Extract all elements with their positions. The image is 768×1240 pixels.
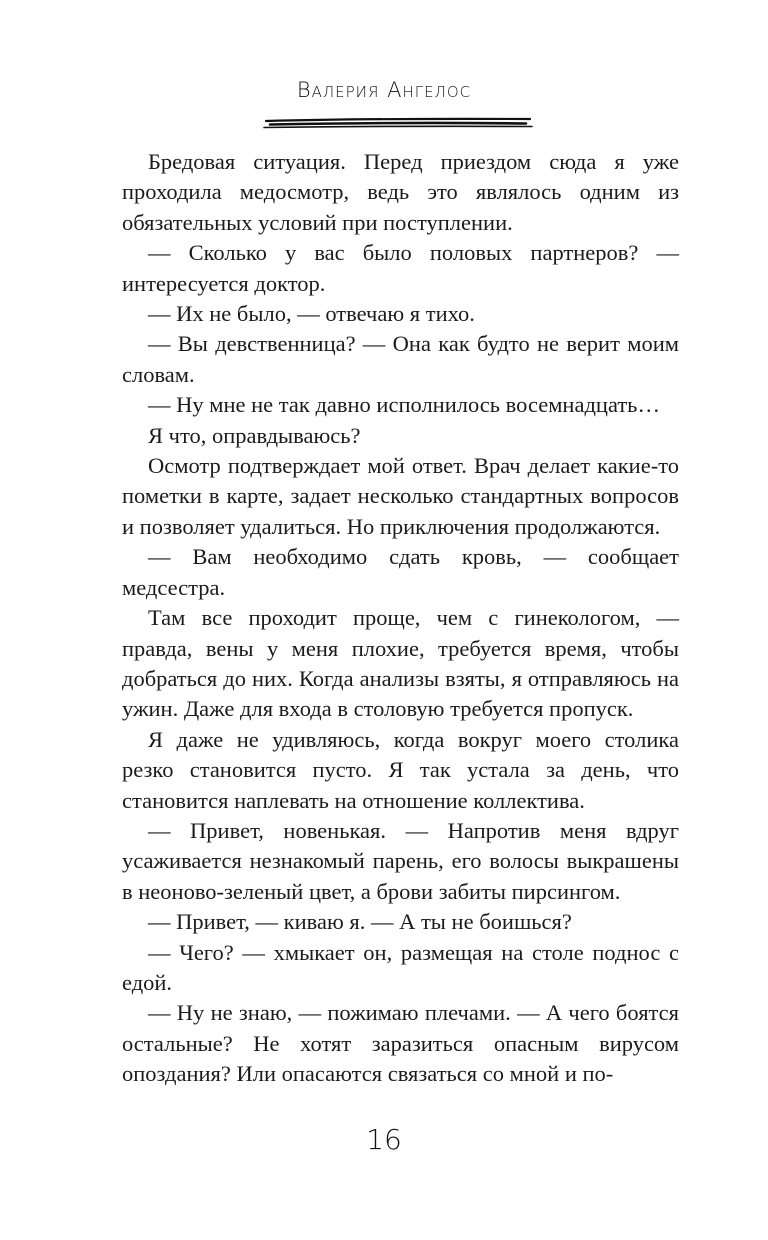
- paragraph: — Привет, — киваю я. — А ты не боишься?: [148, 909, 572, 935]
- paragraph: — Чего? — хмыкает он, размещая на столе поднос с едой.: [122, 939, 679, 995]
- paragraph: — Вам необходимо сдать кровь, — сообщает медсестра.: [122, 544, 679, 600]
- paragraph: Бредовая ситуация. Перед приездом сюда я уже проходила медосмотр, ведь это являлось одним из обязательных условий при поступлении.: [122, 149, 679, 235]
- paragraph: Там все проходит проще, чем с гинекологом, — правда, вены у меня плохие, требуется время, чтобы добраться до них. Когда анализы взяты, я отправляюсь на ужин. Даже для входа в столовую требуется пропуск.: [122, 605, 679, 722]
- paragraph: — Сколько у вас было половых партнеров? — интересуется доктор.: [122, 240, 679, 296]
- body-text: [122, 147, 679, 1090]
- paragraph: — Ну не знаю, — пожимаю плечами. — А чего боятся остальные? Не хотят заразиться опасным вирусом опоздания? Или опасаются связаться со мной и по-: [122, 1000, 679, 1087]
- paragraph: — Привет, новенькая. — Напротив меня вдруг усаживается незнакомый парень, его волосы выкрашены в неоново-зеленый цвет, а брови забиты пирсингом.: [122, 817, 679, 904]
- paragraph: Я даже не удивляюсь, когда вокруг моего столика резко становится пусто. Я так устала за день, что становится наплевать на отношение коллектива.: [122, 726, 679, 813]
- running-head-author: Валерия Ангелос: [296, 78, 472, 102]
- decorative-rule: [262, 112, 534, 132]
- page-number: 16: [366, 1123, 402, 1156]
- paragraph: — Вы девственница? — Она как будто не верит моим словам.: [122, 331, 679, 387]
- paragraph: Я что, оправдываюсь?: [148, 422, 361, 448]
- paragraph: Осмотр подтверждает мой ответ. Врач делает какие-то пометки в карте, задает несколько стандартных вопросов и позволяет удалиться. Но приключения продолжаются.: [122, 453, 679, 539]
- paragraph: — Ну мне не так давно исполнилось восемнадцать…: [148, 392, 660, 418]
- paragraph: — Их не было, — отвечаю я тихо.: [148, 301, 475, 327]
